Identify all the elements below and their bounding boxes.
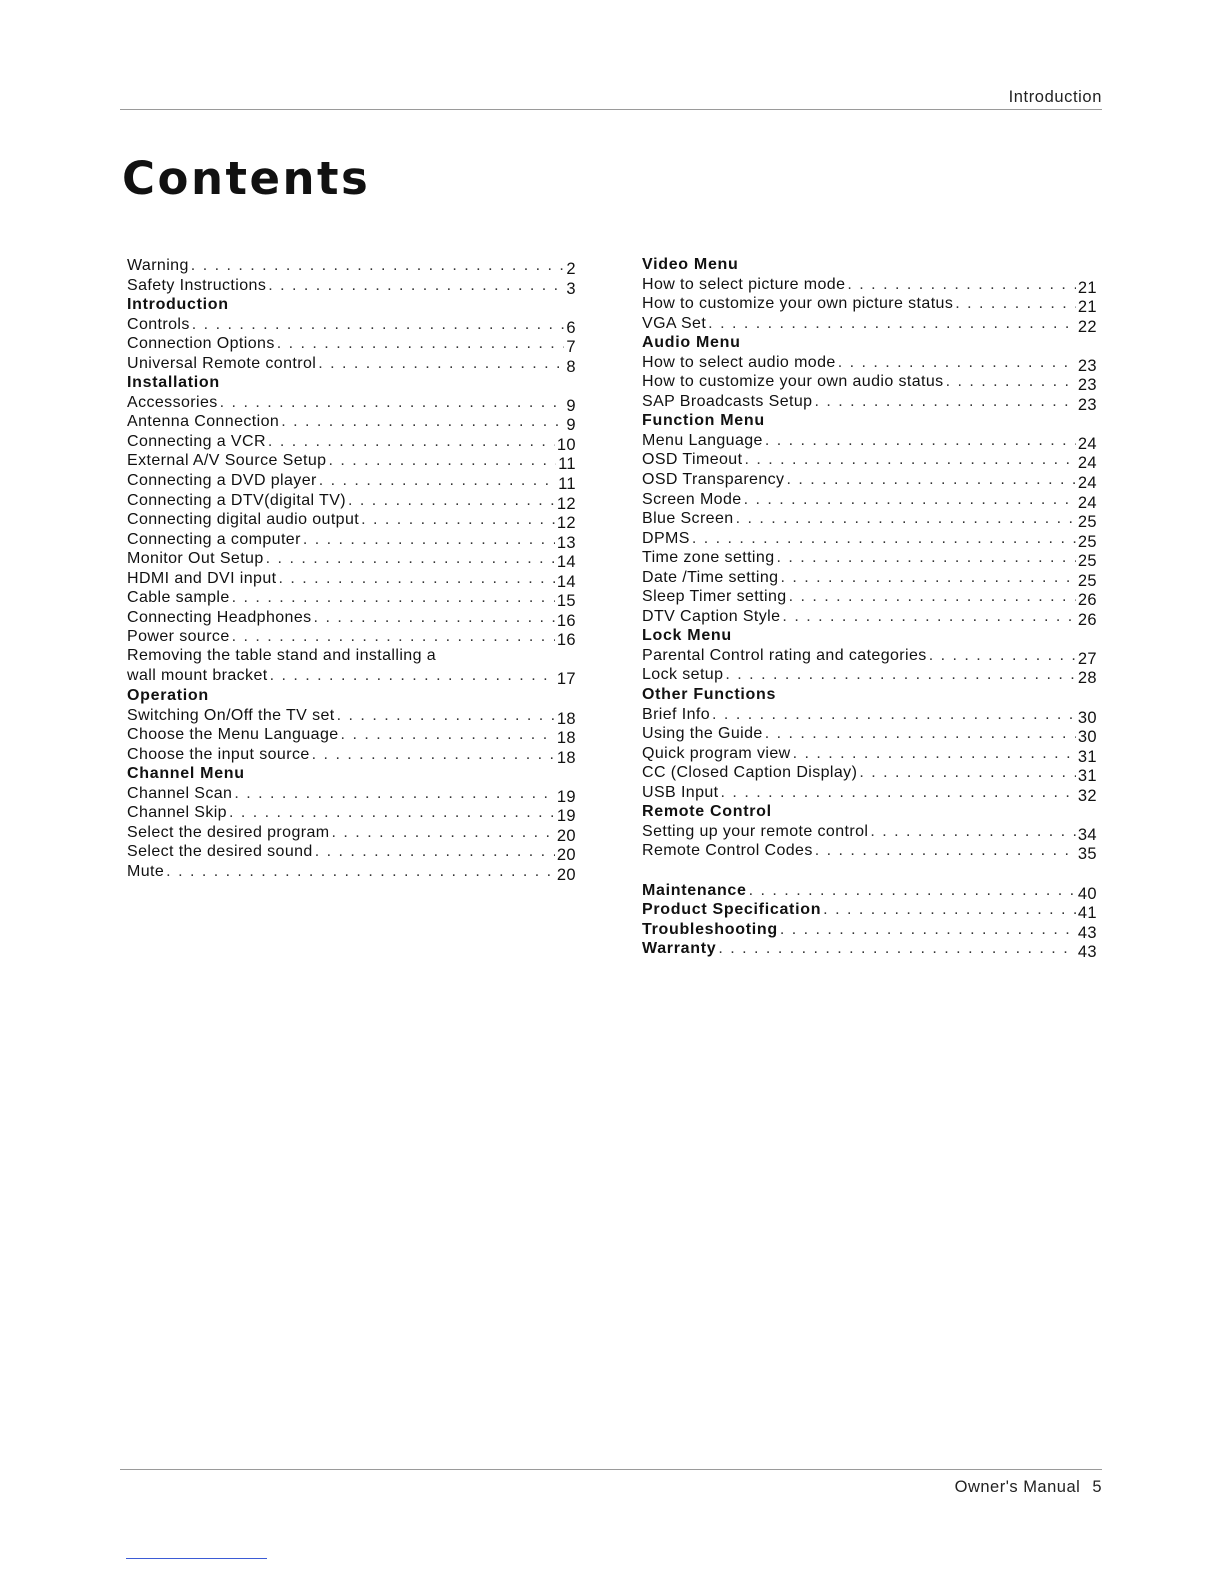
toc-page-number: 20 <box>556 826 576 845</box>
dot-leader <box>166 863 555 881</box>
toc-entry <box>127 823 576 843</box>
toc-entry <box>127 627 576 650</box>
toc-entry-label: Channel Scan <box>127 784 233 802</box>
toc-entry-label: Warning <box>127 257 189 274</box>
toc-page-number: 23 <box>1077 395 1097 414</box>
toc-entry-label: Menu Language <box>642 431 763 449</box>
toc-entry-continued <box>127 647 576 667</box>
toc-entry <box>642 724 1097 747</box>
toc-page-number: 11 <box>558 455 576 474</box>
dot-leader <box>270 667 555 685</box>
toc-entry-label: Connecting Headphones <box>127 608 312 626</box>
toc-entry <box>127 354 576 374</box>
toc-major-entry <box>642 939 1097 962</box>
toc-page-number: 24 <box>1077 454 1097 473</box>
toc-entry-label: Safety Instructions <box>127 276 267 294</box>
toc-entry <box>127 471 576 494</box>
dot-leader <box>777 549 1076 567</box>
footer-page-number: 5 <box>1092 1478 1102 1496</box>
dot-leader <box>268 433 555 451</box>
toc-entry-label: Brief Info <box>642 705 711 723</box>
toc-entry <box>642 841 1097 864</box>
dot-leader <box>220 394 565 412</box>
dot-leader <box>929 647 1076 665</box>
toc-page-number: 18 <box>556 748 576 767</box>
toc-section-heading: Function Menu <box>642 412 765 430</box>
dot-leader <box>268 277 564 295</box>
toc-page-number: 19 <box>556 807 576 826</box>
toc-entry <box>127 745 576 765</box>
toc-entry-label: OSD Timeout <box>642 451 743 469</box>
toc-entry-label: Mute <box>127 862 165 880</box>
toc-page-number: 16 <box>556 611 576 630</box>
page-title: Contents <box>122 152 371 206</box>
toc-major-entry <box>642 881 1097 901</box>
dot-leader <box>332 824 555 842</box>
toc-entry-label: Date /Time setting <box>642 568 779 586</box>
dot-leader <box>266 550 555 568</box>
toc-entry <box>127 432 576 452</box>
toc-entry <box>642 450 1097 473</box>
toc-page-number: 9 <box>566 396 576 415</box>
toc-entry-label: VGA Set <box>642 314 707 332</box>
dot-leader <box>312 746 555 764</box>
dot-leader <box>946 373 1076 391</box>
toc-section-heading: Channel Menu <box>127 765 245 783</box>
toc-entry-label: Product Specification <box>642 901 822 919</box>
toc-entry <box>127 569 576 589</box>
toc-entry-label: Channel Skip <box>127 804 227 822</box>
toc-page-number: 9 <box>566 416 576 435</box>
toc-page-number: 14 <box>556 553 576 572</box>
toc-entry-label: Connecting a VCR <box>127 432 266 450</box>
toc-entry <box>127 510 576 533</box>
toc-page-number: 24 <box>1077 434 1097 453</box>
toc-entry-label: Blue Screen <box>642 510 734 528</box>
toc-page-number: 12 <box>556 494 576 513</box>
toc-page-number: 23 <box>1077 376 1097 395</box>
toc-entry-label: Connection Options <box>127 335 275 353</box>
toc-entry-label: Time zone setting <box>642 549 775 567</box>
header-divider <box>120 109 1102 110</box>
toc-entry <box>127 276 576 296</box>
toc-page-number: 2 <box>566 260 576 278</box>
toc-entry <box>127 412 576 435</box>
toc-left-column <box>127 256 576 882</box>
toc-entry <box>127 256 576 276</box>
toc-entry <box>642 744 1097 764</box>
toc-entry-label: Universal Remote control <box>127 354 317 372</box>
toc-entry-label: HDMI and DVI input <box>127 569 277 587</box>
toc-entry-label: OSD Transparency <box>642 471 785 489</box>
toc-page-number: 8 <box>566 357 576 376</box>
toc-entry-label: Connecting digital audio output <box>127 511 360 529</box>
toc-entry-label: Parental Control rating and categories <box>642 646 927 664</box>
toc-entry <box>127 530 576 550</box>
toc-page-number: 21 <box>1077 278 1097 297</box>
toc-right-column <box>642 255 1097 962</box>
dot-leader <box>765 432 1076 450</box>
toc-entry <box>642 392 1097 412</box>
dot-leader <box>229 804 555 822</box>
dot-leader <box>348 492 555 510</box>
toc-entry <box>127 588 576 611</box>
toc-entry-label: USB Input <box>642 783 719 801</box>
dot-leader <box>318 355 564 373</box>
toc-section-heading: Introduction <box>127 296 229 314</box>
toc-entry <box>642 822 1097 842</box>
dot-leader <box>793 745 1076 763</box>
dot-leader <box>725 666 1075 684</box>
toc-entry <box>642 314 1097 334</box>
toc-entry-label: External A/V Source Setup <box>127 452 327 470</box>
toc-entry-label: Connecting a DVD player <box>127 472 317 490</box>
toc-entry <box>642 372 1097 395</box>
toc-entry <box>642 646 1097 666</box>
dot-leader <box>955 295 1076 313</box>
toc-page-number: 11 <box>558 475 576 494</box>
toc-entry-label: How to customize your own audio status <box>642 373 944 391</box>
dot-leader <box>780 569 1075 587</box>
toc-entry <box>127 784 576 804</box>
toc-entry <box>127 334 576 357</box>
toc-entry-label: Antenna Connection <box>127 413 280 431</box>
dot-leader <box>341 726 555 744</box>
toc-page-number: 12 <box>556 514 576 533</box>
toc-page-number: 27 <box>1077 649 1097 668</box>
toc-page-number: 31 <box>1077 767 1097 786</box>
toc-entry-label: Screen Mode <box>642 490 742 508</box>
dot-leader <box>361 511 555 529</box>
dot-leader <box>277 335 565 353</box>
toc-page-number: 26 <box>1077 591 1097 610</box>
dot-leader <box>712 706 1076 724</box>
toc-entry <box>642 294 1097 317</box>
toc-page-number: 34 <box>1077 825 1097 844</box>
toc-entry-label: SAP Broadcasts Setup <box>642 392 813 410</box>
dot-leader <box>744 451 1075 469</box>
toc-entry <box>642 275 1097 295</box>
dot-leader <box>315 843 555 861</box>
toc-page-number: 40 <box>1077 884 1097 903</box>
toc-entry-label: Controls <box>127 315 190 333</box>
toc-page-number: 41 <box>1077 904 1097 923</box>
toc-page-number: 14 <box>556 572 576 591</box>
dot-leader <box>314 609 555 627</box>
dot-leader <box>749 882 1076 900</box>
toc-entry <box>642 353 1097 373</box>
dot-leader <box>736 510 1076 528</box>
toc-page-number: 25 <box>1077 552 1097 571</box>
toc-entry-label: DTV Caption Style <box>642 607 781 625</box>
toc-page-number: 18 <box>556 729 576 748</box>
toc-entry-label: Choose the Menu Language <box>127 726 339 744</box>
toc-entry-label: DPMS <box>642 529 690 547</box>
toc-entry <box>127 315 576 335</box>
toc-section-heading: Remote Control <box>642 803 772 821</box>
toc-section-heading: Other Functions <box>642 686 777 704</box>
toc-page-number: 32 <box>1077 786 1097 805</box>
toc-entry-label: How to customize your own picture status <box>642 295 954 313</box>
toc-entry-label: Quick program view <box>642 744 791 762</box>
dot-leader <box>319 472 556 490</box>
dot-leader <box>192 316 565 334</box>
toc-page-number: 26 <box>1077 610 1097 629</box>
toc-page-number: 25 <box>1077 532 1097 551</box>
toc-page-number: 25 <box>1077 571 1097 590</box>
toc-entry-label: Monitor Out Setup <box>127 550 264 568</box>
toc-page-number: 7 <box>566 338 576 357</box>
toc-page-number: 35 <box>1077 845 1097 864</box>
toc-entry-label: Setting up your remote control <box>642 822 869 840</box>
toc-entry-label: Cable sample <box>127 589 230 607</box>
dot-leader <box>232 589 555 607</box>
toc-entry-label: Power source <box>127 628 230 646</box>
toc-page-number: 6 <box>566 318 576 337</box>
toc-entry <box>127 451 576 474</box>
footer <box>955 1478 1102 1497</box>
toc-entry <box>127 608 576 628</box>
dot-leader <box>692 530 1076 548</box>
dot-leader <box>721 784 1076 802</box>
toc-entry <box>127 842 576 865</box>
toc-page-number: 24 <box>1077 474 1097 493</box>
toc-entry <box>642 587 1097 610</box>
toc-section-heading: Operation <box>127 687 209 705</box>
toc-spacer <box>642 861 1097 881</box>
toc-entry-label: Lock setup <box>642 666 724 684</box>
toc-entry-label: Using the Guide <box>642 725 763 743</box>
dot-leader <box>708 315 1076 333</box>
toc-entry-label: Select the desired sound <box>127 843 313 861</box>
toc-entry-label: Remote Control Codes <box>642 842 813 860</box>
dot-leader <box>780 921 1076 939</box>
dot-leader <box>847 276 1075 294</box>
toc-page-number: 25 <box>1077 513 1097 532</box>
toc-entry <box>642 665 1097 688</box>
footer-label: Owner's Manual <box>954 1478 1081 1496</box>
toc-entry-label: CC (Closed Caption Display) <box>642 764 858 782</box>
toc-entry <box>127 862 576 882</box>
dot-leader <box>303 531 555 549</box>
toc-section-heading: Lock Menu <box>642 627 732 645</box>
dot-leader <box>814 393 1075 411</box>
toc-major-entry <box>642 900 1097 923</box>
dot-leader <box>234 785 555 803</box>
toc-page-number: 28 <box>1077 669 1097 688</box>
toc-page-number: 20 <box>556 846 576 865</box>
toc-page-number: 15 <box>556 592 576 611</box>
dot-leader <box>859 764 1076 782</box>
dot-leader <box>191 257 565 275</box>
toc-entry <box>127 706 576 726</box>
dot-leader <box>281 413 564 431</box>
toc-entry <box>642 529 1097 549</box>
toc-page-number: 21 <box>1077 298 1097 317</box>
dot-leader <box>337 707 555 725</box>
dot-leader <box>789 588 1076 606</box>
toc-entry-label: Choose the input source <box>127 745 310 763</box>
dot-leader <box>782 608 1075 626</box>
toc-section-heading: Installation <box>127 374 220 392</box>
toc-page-number: 20 <box>556 865 576 884</box>
toc-entry <box>642 607 1097 627</box>
dot-leader <box>786 471 1075 489</box>
toc-entry <box>642 783 1097 803</box>
toc-entry-label: Connecting a computer <box>127 530 301 548</box>
toc-page-number: 16 <box>556 631 576 650</box>
toc-entry <box>642 509 1097 532</box>
dot-leader <box>815 842 1076 860</box>
toc-entry-label: wall mount bracket <box>127 667 268 685</box>
toc-page-number: 30 <box>1077 728 1097 747</box>
toc-page-number: 18 <box>556 709 576 728</box>
toc-entry-label: Switching On/Off the TV set <box>127 706 335 724</box>
toc-page-number: 19 <box>556 787 576 806</box>
toc-page-number: 43 <box>1077 923 1097 942</box>
toc-section-heading: Audio Menu <box>642 334 741 352</box>
dot-leader <box>278 570 554 588</box>
toc-page-number: 17 <box>556 670 576 689</box>
toc-entry-label: How to select picture mode <box>642 275 846 293</box>
toc-page-number: 24 <box>1077 493 1097 512</box>
link-underline <box>126 1558 267 1559</box>
toc-entry-label: Troubleshooting <box>642 920 778 938</box>
toc-entry <box>642 763 1097 786</box>
dot-leader <box>744 491 1076 509</box>
toc-page-number: 43 <box>1077 943 1097 962</box>
toc-page-number: 13 <box>556 533 576 552</box>
dot-leader <box>823 901 1076 919</box>
toc-entry <box>642 490 1097 510</box>
dot-leader <box>765 725 1076 743</box>
toc-page-number: 23 <box>1077 356 1097 375</box>
toc-page-number: 30 <box>1077 708 1097 727</box>
toc-entry <box>642 431 1097 451</box>
toc-entry-label: Warranty <box>642 940 717 958</box>
toc-page-number: 3 <box>566 279 576 298</box>
dot-leader <box>232 628 555 646</box>
toc-section-heading: Video Menu <box>642 256 739 273</box>
toc-entry-label: Accessories <box>127 393 218 411</box>
toc-entry <box>127 393 576 413</box>
toc-entry-label: Maintenance <box>642 881 747 899</box>
toc-entry <box>642 705 1097 725</box>
toc-entry <box>127 803 576 826</box>
toc-entry <box>642 568 1097 588</box>
toc-entry <box>642 548 1097 571</box>
toc-entry-label: Select the desired program <box>127 823 330 841</box>
dot-leader <box>328 452 556 470</box>
dot-leader <box>838 354 1076 372</box>
toc-entry <box>127 666 576 689</box>
toc-page-number: 22 <box>1077 317 1097 336</box>
toc-entry-label: How to select audio mode <box>642 353 836 371</box>
toc-entry-label: Connecting a DTV(digital TV) <box>127 491 346 509</box>
header-section-title: Introduction <box>1008 88 1102 106</box>
dot-leader <box>718 940 1075 958</box>
toc-entry <box>127 491 576 511</box>
toc-major-entry <box>642 920 1097 940</box>
toc-page-number: 10 <box>556 435 576 454</box>
toc-entry-label: Removing the table stand and installing a <box>127 646 437 664</box>
toc-entry-label: Sleep Timer setting <box>642 588 787 606</box>
toc-entry <box>127 549 576 572</box>
dot-leader <box>870 823 1076 841</box>
toc-entry <box>642 470 1097 493</box>
toc-page-number: 31 <box>1077 747 1097 766</box>
footer-divider <box>120 1469 1102 1470</box>
toc-entry <box>127 725 576 748</box>
